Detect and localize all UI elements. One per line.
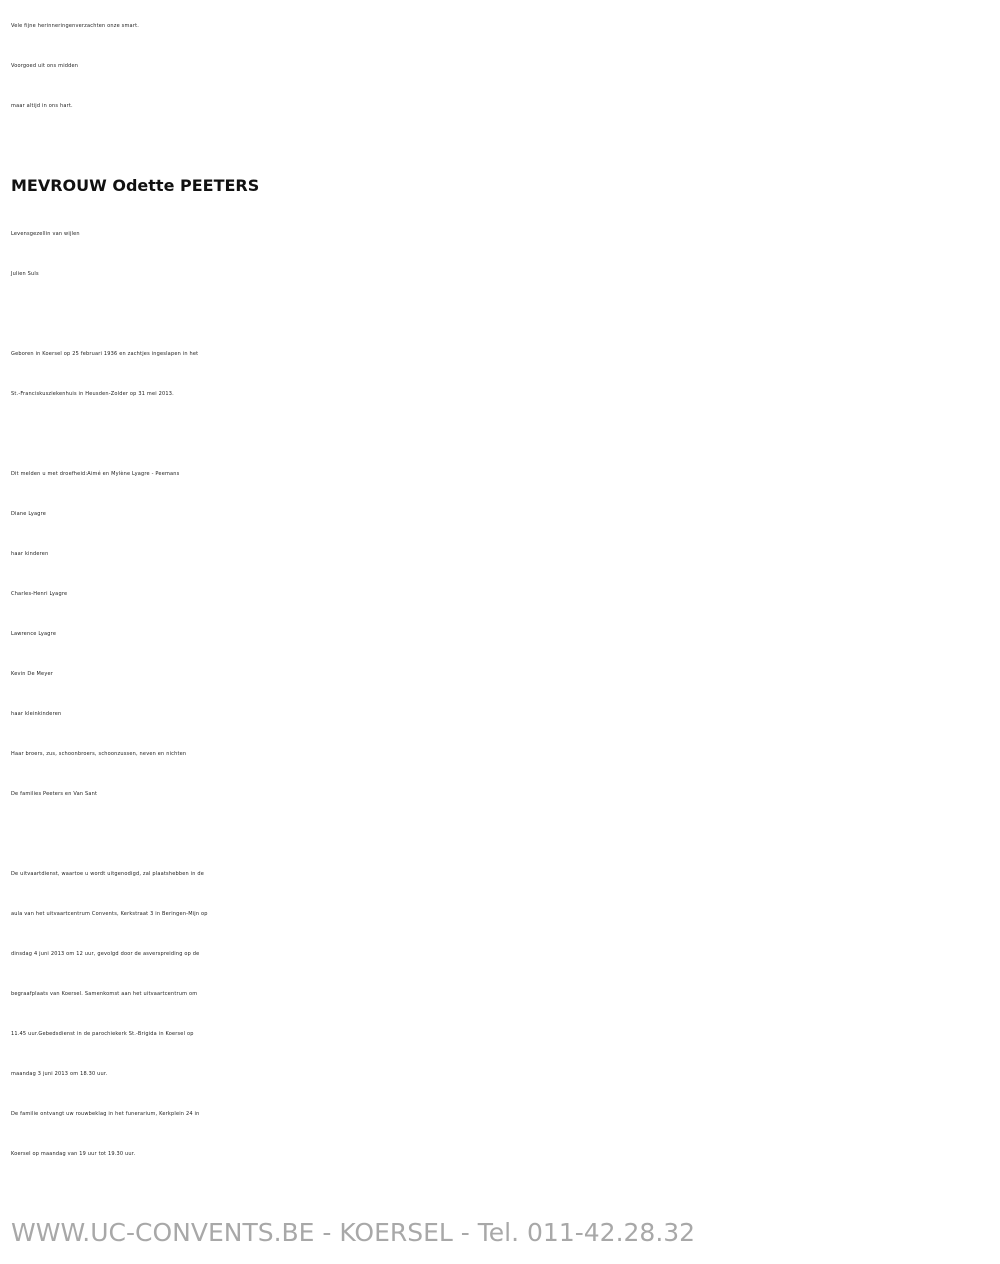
funeral-line: Koersel op maandag van 19 uur tot 19.30 uur. — [11, 1151, 136, 1157]
birth-death-line: Geboren in Koersel op 25 februari 1936 en zachtjes ingeslapen in het — [11, 351, 199, 357]
funeral-line: maandag 3 juni 2013 om 18.30 uur. — [11, 1071, 108, 1077]
announcement-line: haar kleinkinderen — [11, 711, 62, 717]
funeral-line: De familie ontvangt uw rouwbeklag in het funerarium, Kerkplein 24 in — [11, 1111, 200, 1117]
announcement-line: Dit melden u met droefheid:Aimé en Mylène Lyagre - Peemans — [11, 471, 180, 477]
footer — [11, 1213, 992, 1253]
poem-line: Voorgoed uit ons midden — [11, 63, 79, 69]
funeral-line: 11.45 uur.Gebedsdienst in de parochiekerk St.-Brigida in Koersel op — [11, 1031, 194, 1037]
funeral-line: De uitvaartdienst, waartoe u wordt uitgenodigd, zal plaatshebben in de — [11, 871, 205, 877]
announcement-line: haar kinderen — [11, 551, 49, 557]
announcement-line: Charles-Henri Lyagre — [11, 591, 68, 597]
funeral-line: aula van het uitvaartcentrum Convents, Kerkstraat 3 in Beringen-Mijn op — [11, 911, 208, 917]
relation — [11, 214, 992, 294]
deceased-section — [11, 164, 992, 208]
funeral-line: dinsdag 4 juni 2013 om 12 uur, gevolgd door de asverspreiding op de — [11, 951, 200, 957]
announcement-line: Diane Lyagre — [11, 511, 47, 517]
announcement — [11, 454, 992, 814]
birth-death-line: St.-Franciskusziekenhuis in Heusden-Zolder op 31 mei 2013. — [11, 391, 174, 397]
announcement-line: De families Peeters en Van Sant — [11, 791, 98, 797]
funeral-line: begraafplaats van Koersel. Samenkomst aan het uitvaartcentrum om — [11, 991, 198, 997]
relation-line: Julien Suls — [11, 271, 39, 277]
footer-contact: WWW.UC-CONVENTS.BE - KOERSEL - Tel. 011-42.28.32 — [11, 1218, 696, 1247]
announcement-line: Kevin De Meyer — [11, 671, 54, 677]
deceased-name: MEVROUW Odette PEETERS — [11, 176, 260, 195]
poem-line: maar altijd in ons hart. — [11, 103, 73, 109]
poem-line: Vele fijne herinneringenverzachten onze smart. — [11, 23, 140, 29]
announcement-line: Lawrence Lyagre — [11, 631, 57, 637]
funeral-info — [11, 854, 992, 1174]
poem — [11, 6, 992, 126]
relation-line: Levensgezellin van wijlen — [11, 231, 80, 237]
birth-death-info — [11, 334, 992, 414]
announcement-line: Haar broers, zus, schoonbroers, schoonzussen, neven en nichten — [11, 751, 187, 757]
